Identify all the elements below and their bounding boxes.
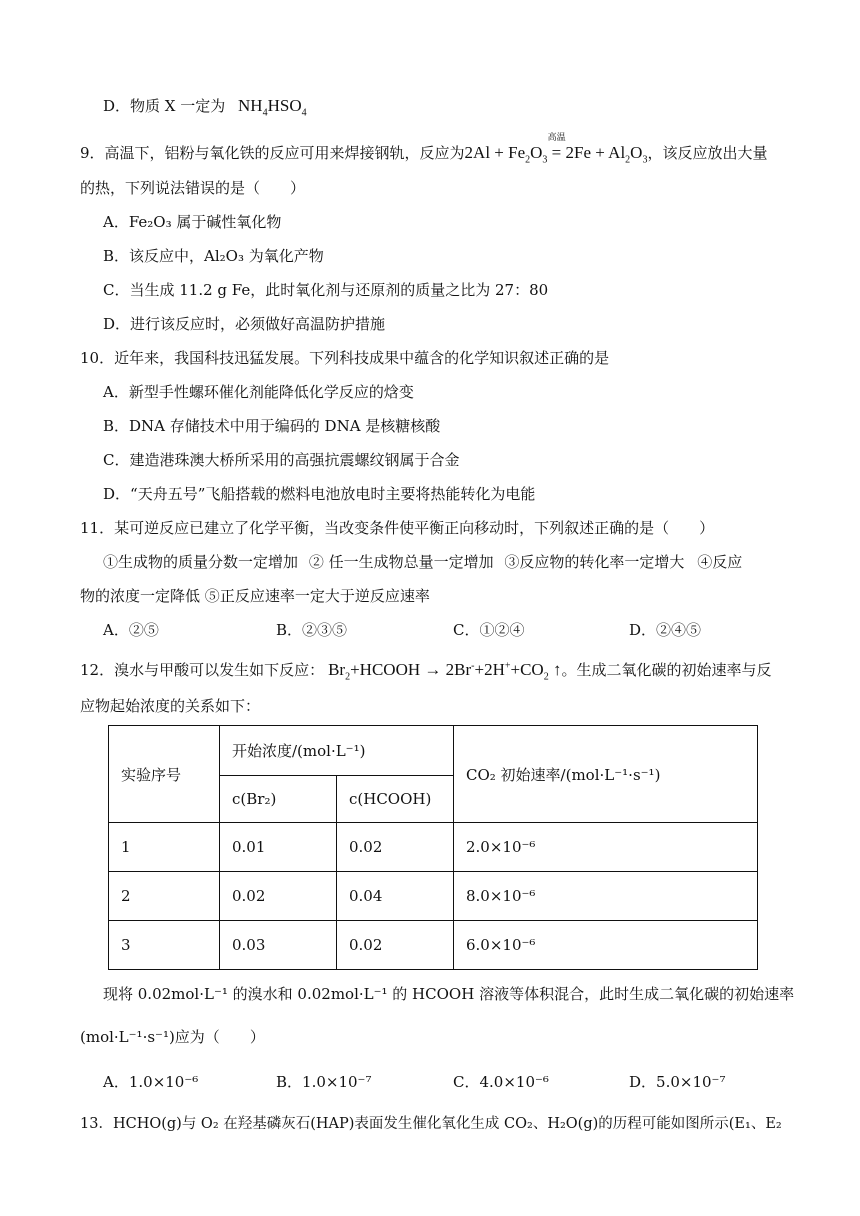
q11-option-b: B．②③⑤	[276, 621, 348, 639]
q12-after-line2: (mol·L⁻¹·s⁻¹)应为（ ）	[80, 1028, 265, 1046]
q9-option-c: C．当生成 11.2 g Fe，此时氧化剂与还原剂的质量之比为 27：80	[103, 281, 549, 299]
th-seq: 实验序号	[109, 726, 220, 823]
q12-after-line1: 现将 0.02mol·L⁻¹ 的溴水和 0.02mol·L⁻¹ 的 HCOOH 溶液等体积混合，此时生成二氧化碳的初始速率	[103, 985, 795, 1003]
th-hcooh: c(HCOOH)	[337, 776, 454, 823]
q11-option-c: C．①②④	[453, 621, 525, 639]
q9-equation: $2Al + Fe_2O_3$ 高温 = $2Fe + Al_2O_3$	[464, 132, 648, 166]
th-rate: CO₂ 初始速率/(mol·L⁻¹·s⁻¹)	[454, 726, 758, 823]
q11-option-d: D．②④⑤	[629, 621, 702, 639]
q12-option-d: D．5.0×10⁻⁷	[629, 1073, 726, 1091]
q8-option-d: D．物质 X 一定为 $NH_4HSO_4$	[103, 96, 307, 119]
q11-statements-line1: ①生成物的质量分数一定增加 ② 任一生成物总量一定增加 ③反应物的转化率一定增大 ④反应	[103, 553, 743, 571]
q12-option-b: B．1.0×10⁻⁷	[276, 1073, 372, 1091]
q11-statements-line2: 物的浓度一定降低 ⑤正反应速率一定大于逆反应速率	[80, 587, 430, 605]
q10-option-d: D．“天舟五号”飞船搭载的燃料电池放电时主要将热能转化为电能	[103, 485, 536, 503]
q10-stem: 10．近年来，我国科技迅猛发展。下列科技成果中蕴含的化学知识叙述正确的是	[80, 349, 610, 367]
th-conc: 开始浓度/(mol·L⁻¹)	[220, 726, 454, 776]
q9-option-d: D．进行该反应时，必须做好高温防护措施	[103, 315, 386, 333]
q8-formula: $NH_4HSO_4$	[238, 96, 307, 119]
q11-option-a: A．②⑤	[103, 621, 159, 639]
q11-stem: 11．某可逆反应已建立了化学平衡，当改变条件使平衡正向移动时，下列叙述正确的是（ ）	[80, 519, 715, 537]
table-row: 2 0.02 0.04 8.0×10⁻⁶	[109, 872, 758, 921]
rate-data-table	[108, 725, 758, 970]
q12-option-a: A．1.0×10⁻⁶	[103, 1073, 199, 1091]
q9-stem-line2: 的热，下列说法错误的是（ ）	[80, 179, 306, 197]
q12-stem-line1: 12．溴水与甲酸可以发生如下反应： $Br_2+HCOOH \to 2Br^-+2H^++CO_2$ ↑。生成二氧化碳的初始速率与反	[80, 660, 772, 683]
th-br2: c(Br₂)	[220, 776, 337, 823]
q10-option-a: A．新型手性螺环催化剂能降低化学反应的焓变	[103, 383, 414, 401]
q13-stem: 13．HCHO(g)与 O₂ 在羟基磷灰石(HAP)表面发生催化氧化生成 CO₂、H₂O(g)的历程可能如图所示(E₁、E₂	[80, 1116, 782, 1132]
table-row: 1 0.01 0.02 2.0×10⁻⁶	[109, 823, 758, 872]
q9-option-b: B．该反应中，Al₂O₃ 为氧化产物	[103, 247, 324, 265]
q12-equation: $Br_2+HCOOH \to 2Br^-+2H^++CO_2$ ↑	[328, 660, 562, 683]
q10-option-c: C．建造港珠澳大桥所采用的高强抗震螺纹钢属于合金	[103, 451, 460, 469]
table-row: 3 0.03 0.02 6.0×10⁻⁶	[109, 921, 758, 970]
q12-stem-line2: 应物起始浓度的关系如下：	[80, 697, 261, 715]
q9-option-a: A．Fe₂O₃ 属于碱性氧化物	[103, 213, 282, 231]
q12-option-c: C．4.0×10⁻⁶	[453, 1073, 549, 1091]
q9-stem-line1: 9．高温下，铝粉与氧化铁的反应可用来焊接钢轨，反应为$2Al + Fe_2O_3$ 高温 = $2Fe + Al_2O_3$，该反应放出大量	[80, 132, 768, 166]
q10-option-b: B．DNA 存储技术中用于编码的 DNA 是核糖核酸	[103, 417, 441, 435]
